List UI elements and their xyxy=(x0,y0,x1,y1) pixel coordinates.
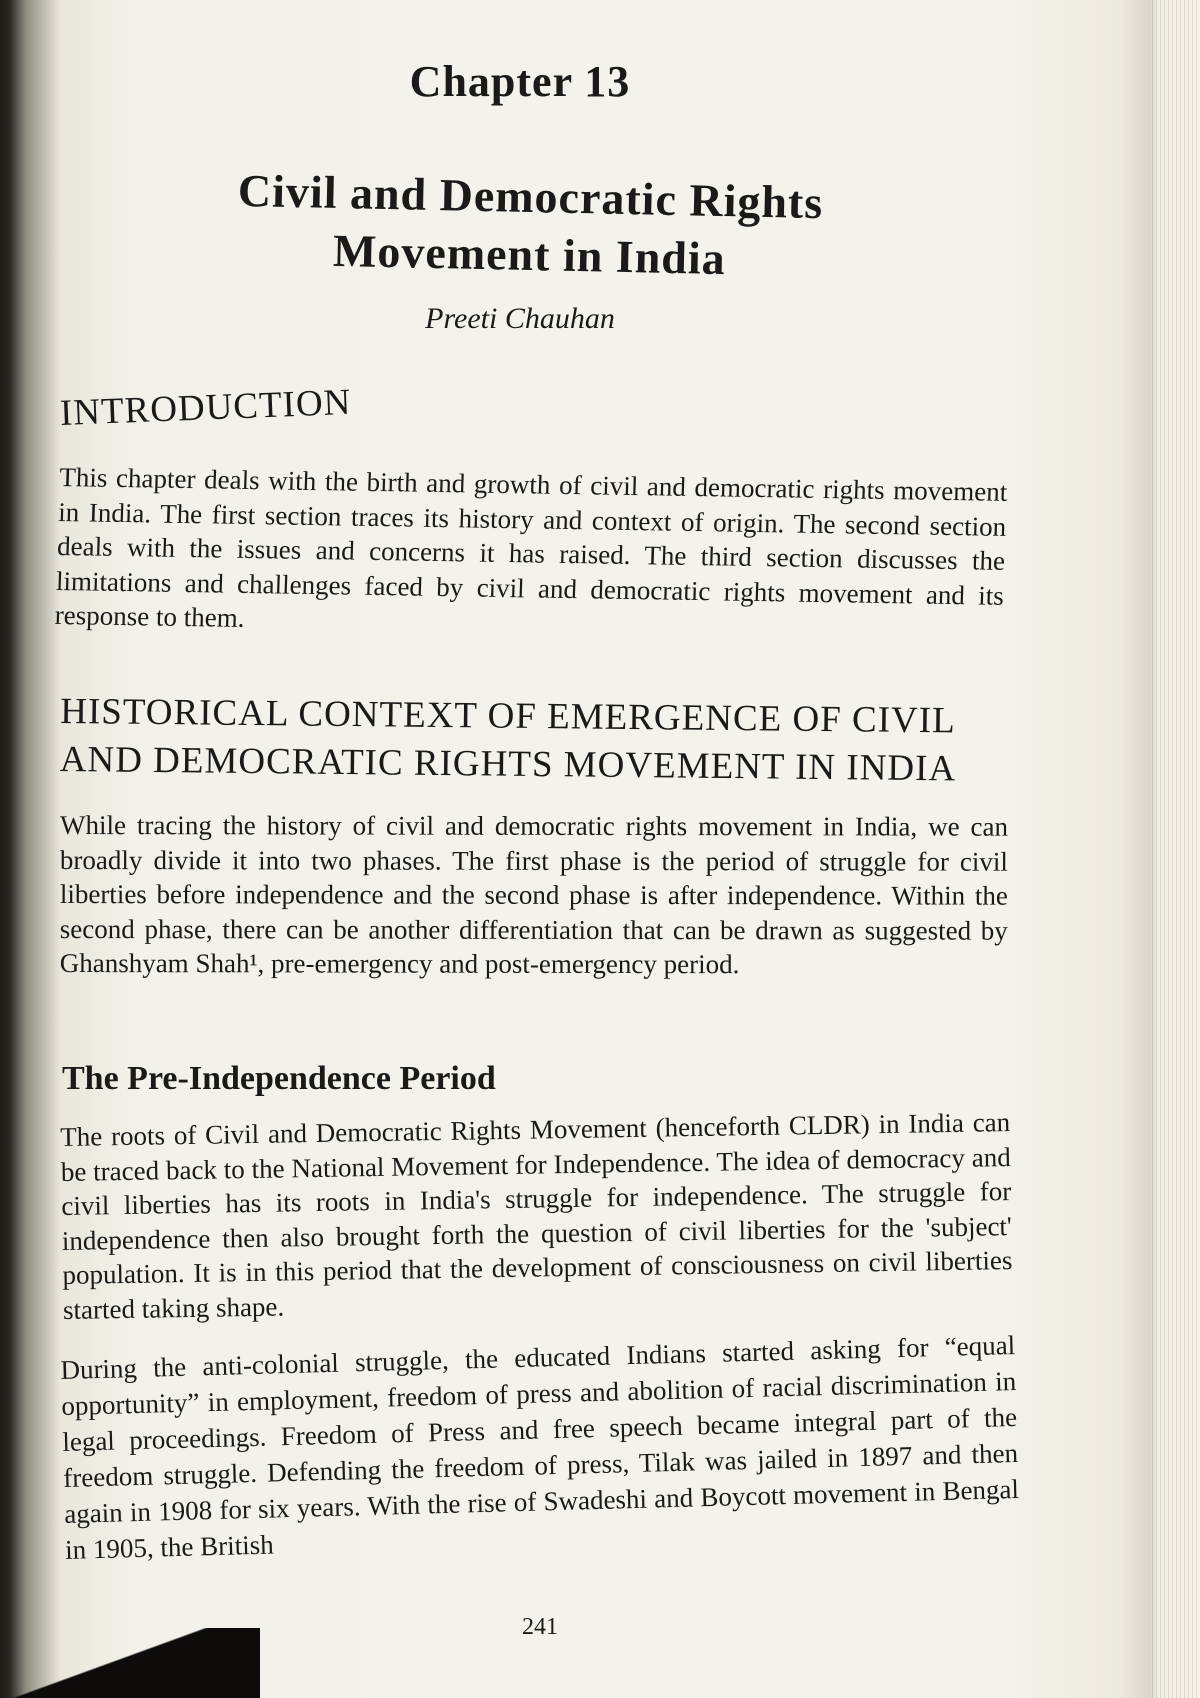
pre-independence-paragraph-2: During the anti-colonial struggle, the educated Indians started asking for “equal opportunity” in employment, freedom of press and abolition of racial discrimination in legal proceedings. Freedom of Press and free speech became integral part of the freedom struggle. Defending the freedom of press, Tilak was jailed in 1897 and then again in 1908 for six years. With the rise of Swadeshi and Boycott movement in Bengal in 1905, the British xyxy=(60,1330,1020,1565)
introduction-heading: INTRODUCTION xyxy=(59,381,353,434)
historical-context-paragraph: While tracing the history of civil and democratic rights movement in India, we can broadly divide it into two phases. The first phase is the period of struggle for civil liberties before independence and the second phase is after independence. Within the second phase, there can be another differentiation that can be drawn as suggested by Ghanshyam Shah¹, pre-emergency and post-emergency period. xyxy=(59,810,1008,980)
pre-independence-heading: The Pre-Independence Period xyxy=(62,1060,496,1097)
historical-context-heading: HISTORICAL CONTEXT OF EMERGENCE OF CIVIL AND DEMOCRATIC RIGHTS MOVEMENT IN INDIA xyxy=(59,691,957,790)
chapter-title: Civil and Democratic Rights Movement in India xyxy=(237,164,824,285)
chapter-number: Chapter 13 xyxy=(409,57,631,106)
page-number: 241 xyxy=(522,1614,558,1640)
introduction-paragraph: This chapter deals with the birth and growth of civil and democratic rights movement in India. The first section traces its history and context of origin. The second section deals with the issues and concerns it has raised. The third section discusses the limitations and challenges faced by civil and democratic rights movement and its response to them. xyxy=(54,461,1008,633)
chapter-author: Preeti Chauhan xyxy=(425,302,615,335)
pre-independence-paragraph-1: The roots of Civil and Democratic Rights Movement (henceforth CLDR) in India can be traced back to the National Movement for Independence. The idea of democracy and civil liberties has its roots in India's struggle for independence. The struggle for independence then also brought forth the question of civil liberties for the 'subject' population. It is in this period that the development of consciousness on civil liberties started taking shape. xyxy=(60,1107,1013,1325)
page-edge-shadow xyxy=(1152,0,1200,1698)
